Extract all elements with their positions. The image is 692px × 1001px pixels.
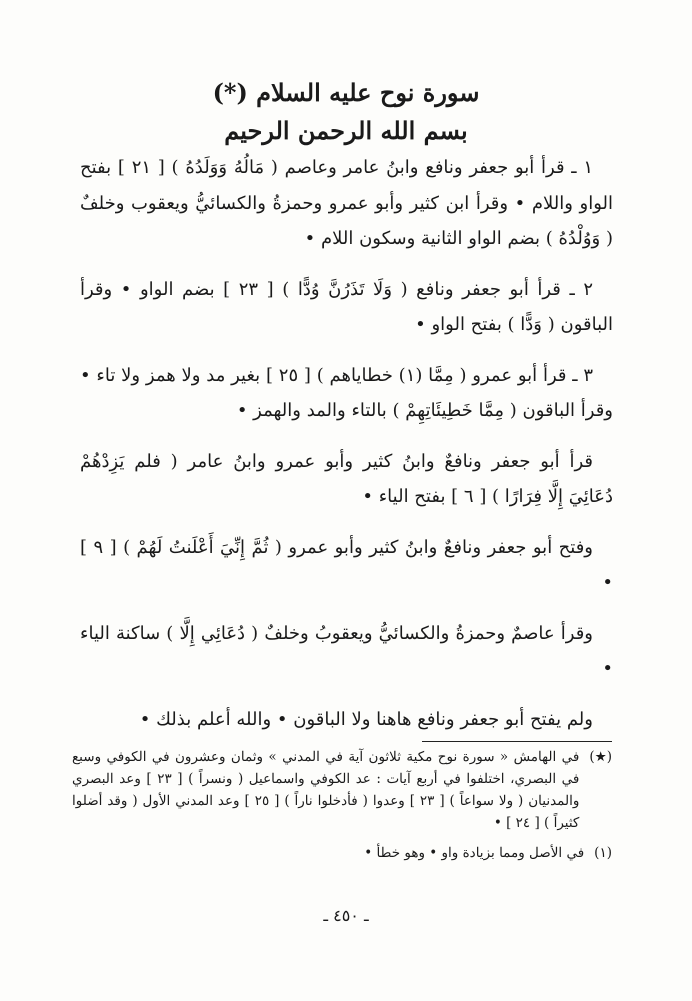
footnote-divider [422, 741, 612, 742]
paragraph-6: وقرأ عاصمٌ وحمزةُ والكسائيُّ ويعقوبُ وخلفٌ ( دُعَائِي إِلَّا ) ساكنة الياء • [80, 622, 613, 679]
footnote-star [72, 746, 612, 834]
paragraph-5: وفتح أبو جعفر ونافعٌ وابنُ كثير وأبو عمرو ( ثُمَّ إِنِّيَ أَعْلَنتُ لَهُمْ ) [ ٩ ] • [80, 536, 613, 593]
footnotes [72, 746, 612, 872]
footnote-1 [72, 842, 612, 864]
main-text [80, 150, 613, 752]
footnote-mark: (١) [594, 845, 612, 861]
footnote-text: في الأصل ومما بزيادة واو • وهو خطأ • [364, 845, 585, 861]
paragraph-4: قرأ أبو جعفر ونافعٌ وابنُ كثير وأبو عمرو وابنُ عامر ( فلم يَزِدْهُمْ دُعَائِيَ إِلَّا فِرَارًا ) [ ٦ ] بفتح الياء • [80, 450, 613, 507]
page-number: ـ ٤٥٠ ـ [323, 906, 369, 925]
paragraph-2: ٢ ـ قرأ أبو جعفر ونافع ( وَلَا تَذَرُنَّ وُدًّا ) [ ٢٣ ] بضم الواو • وقرأ الباقون ( وَدًّا ) بفتح الواو • [80, 278, 613, 335]
footnote-text: في الهامش « سورة نوح مكية ثلاثون آية في المدني » وثمان وعشرون في الكوفي وسبع في البصري، اختلفوا في أربع آيات : عد الكوفي واسماعيل ( ونسراً ) [ ٢٣ ] وعد البصري والمدنيان ( ولا سواعاً ) [ ٢٣ ] وعدوا ( فأدخلوا ناراً ) [ ٢٥ ] وعد المدني الأول ( وقد أضلوا كثيراً ) [ ٢٤ ] • [72, 749, 580, 831]
footnote-mark: (★) [589, 749, 612, 765]
surah-title: سورة نوح عليه السلام (*) [212, 78, 480, 107]
paragraph-1: ١ ـ قرأ أبو جعفر ونافع وابنُ عامر وعاصم ( مَالُهُ وَوَلَدُهُ ) [ ٢١ ] بفتح الواو واللام • وقرأ ابن كثير وأبو عمرو وحمزةُ والكسائيُّ ويعقوب وخلفٌ ( وَوُلْدُهُ ) بضم الواو الثانية وسكون اللام • [80, 157, 613, 249]
basmala: بسم الله الرحمن الرحيم [224, 116, 468, 145]
paragraph-3: ٣ ـ قرأ أبو عمرو ( مِمَّا (١) خطاياهم ) [ ٢٥ ] بغير مد ولا همز ولا تاء • وقرأ الباقون ( مِمَّا خَطِيئَاتِهِمْ ) بالتاء والمد والهمز • [80, 364, 613, 421]
paragraph-7: ولم يفتح أبو جعفر ونافع هاهنا ولا الباقون • والله أعلم بذلك • [139, 708, 593, 730]
